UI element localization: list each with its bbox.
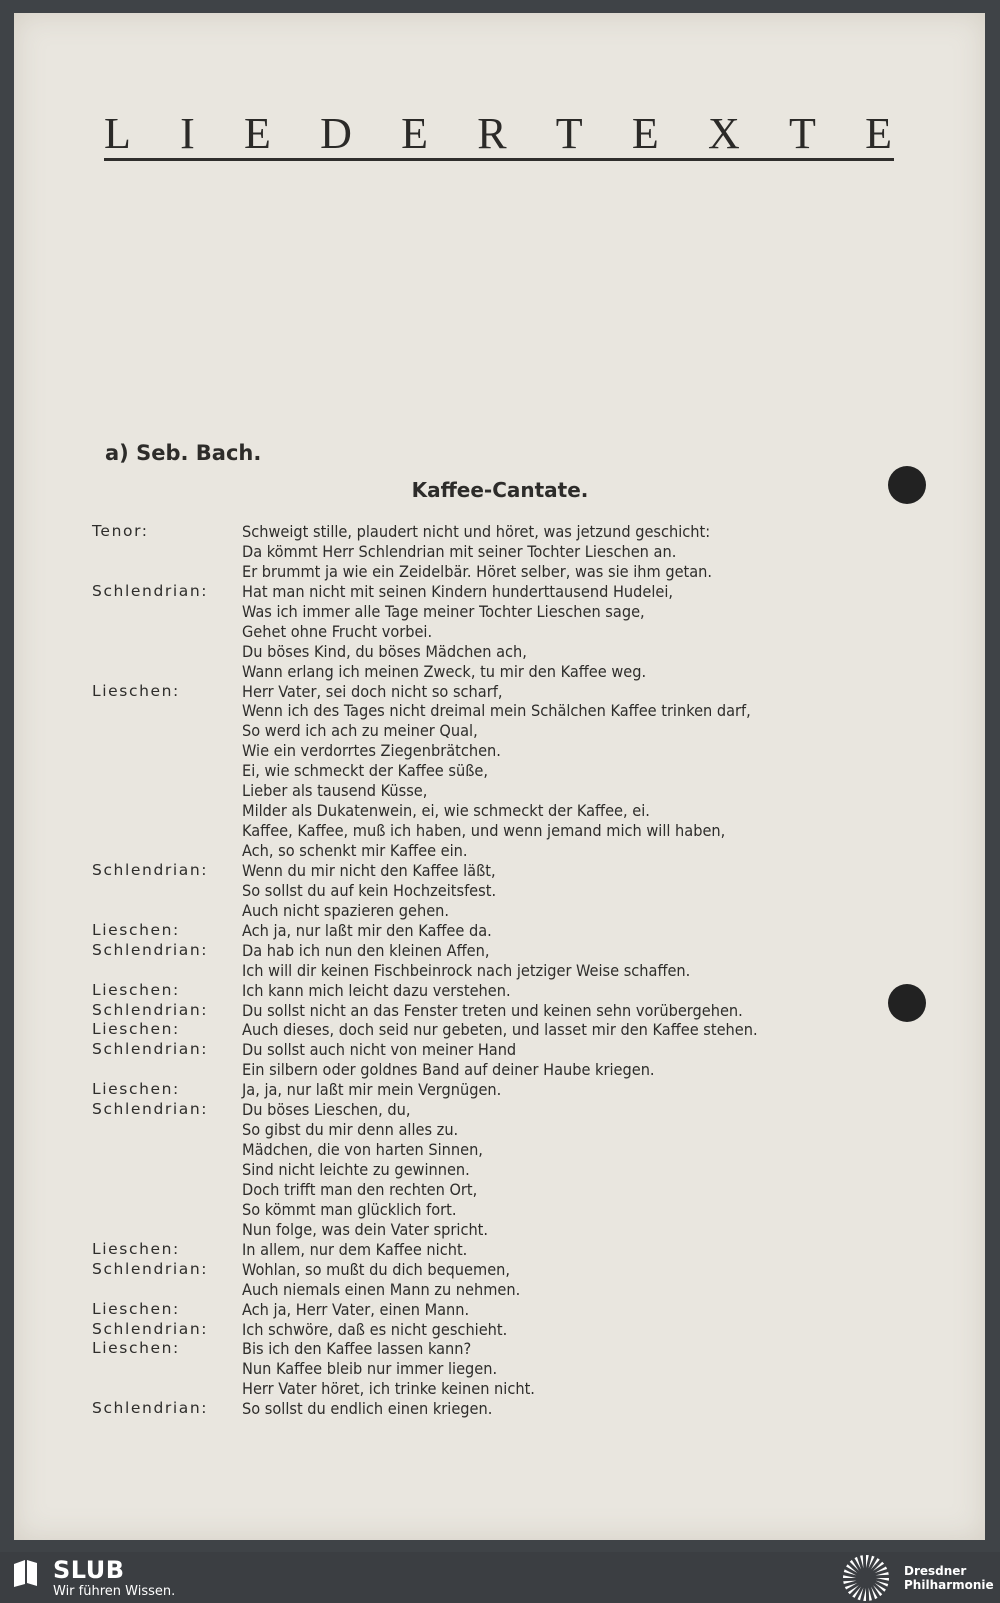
speaker-label: Schlendrian: (92, 1040, 209, 1059)
lyric-line (92, 861, 892, 881)
lyric-line (92, 1140, 892, 1160)
speaker-label (92, 781, 242, 801)
speaker-label (92, 1359, 242, 1379)
lyric-line (92, 1320, 892, 1340)
lyric-line (92, 1220, 892, 1240)
speaker-label (92, 1379, 242, 1399)
lyric-text: Ich kann mich leicht dazu verstehen. (242, 980, 511, 1000)
lyric-line (92, 961, 892, 981)
speaker-label (92, 801, 242, 821)
lyric-text: Schweigt stille, plaudert nicht und höret, was jetzund geschicht: (242, 522, 711, 541)
lyric-text: Wohlan, so mußt du dich bequemen, (242, 1259, 511, 1279)
speaker-label (92, 741, 242, 761)
speaker-label: Lieschen: (92, 920, 180, 939)
lyric-line (92, 522, 892, 542)
lyric-line (92, 801, 892, 821)
lyric-line (92, 1200, 892, 1220)
speaker-label (92, 542, 242, 562)
speaker-label: Schlendrian: (92, 1319, 209, 1338)
lyric-line (92, 562, 892, 582)
speaker-label (92, 662, 242, 682)
lyric-line (92, 622, 892, 642)
speaker-label: Schlendrian: (92, 1259, 209, 1278)
lyric-text: Doch trifft man den rechten Ort, (242, 1179, 478, 1199)
lyric-line (92, 921, 892, 941)
lyric-line (92, 1160, 892, 1180)
lyric-text: Lieber als tausend Küsse, (242, 781, 428, 801)
speaker-label (92, 881, 242, 901)
lyric-line (92, 1001, 892, 1021)
lyric-line (92, 821, 892, 841)
lyric-text: Wie ein verdorrtes Ziegenbrätchen. (242, 741, 501, 761)
lyric-line (92, 1120, 892, 1140)
lyric-line (92, 642, 892, 662)
speaker-label: Schlendrian: (92, 1000, 209, 1019)
lyric-line (92, 761, 892, 781)
lyric-line (92, 1240, 892, 1260)
speaker-label (92, 1160, 242, 1180)
library-name[interactable]: SLUB (53, 1556, 125, 1584)
lyric-text: Hat man nicht mit seinen Kindern hunderttausend Hudelei, (242, 581, 674, 601)
lyric-text: Wenn ich des Tages nicht dreimal mein Schälchen Kaffee trinken darf, (242, 701, 751, 721)
lyric-text: So sollst du endlich einen kriegen. (242, 1399, 493, 1419)
speaker-label: Lieschen: (92, 1080, 180, 1099)
lyric-line (92, 841, 892, 861)
speaker-label: Schlendrian: (92, 1100, 209, 1119)
lyric-text: So sollst du auf kein Hochzeitsfest. (242, 880, 497, 900)
lyric-text: Du böses Lieschen, du, (242, 1100, 411, 1120)
lyric-text: In allem, nur dem Kaffee nicht. (242, 1239, 468, 1259)
footer-bar (0, 1552, 1000, 1603)
lyric-text: Ach ja, nur laßt mir den Kaffee da. (242, 920, 492, 940)
lyric-text: Ach, so schenkt mir Kaffee ein. (242, 841, 468, 860)
lyric-text: Du sollst nicht an das Fenster treten und keinen sehn vorübergehen. (242, 1000, 743, 1020)
speaker-label (92, 1060, 242, 1080)
speaker-label (92, 602, 242, 622)
speaker-label (92, 961, 242, 981)
title-letter: E (631, 109, 659, 158)
speaker-label (92, 622, 242, 642)
lyric-line (92, 741, 892, 761)
lyric-line (92, 881, 892, 901)
lyric-line (92, 1399, 892, 1419)
punch-hole (888, 984, 926, 1022)
lyric-line (92, 542, 892, 562)
speaker-label (92, 1120, 242, 1140)
speaker-label: Lieschen: (92, 1299, 180, 1318)
lyric-text: Er brummt ja wie ein Zeidelbär. Höret selber, was sie ihm getan. (242, 561, 713, 581)
title-letter: L (104, 109, 131, 158)
lyric-text: Nun Kaffee bleib nur immer liegen. (242, 1359, 498, 1379)
title-letter: T (789, 109, 816, 158)
title-letter: E (401, 109, 428, 158)
partner-name-line1: Dresdner (904, 1564, 967, 1578)
lyric-line (92, 682, 892, 702)
lyric-line (92, 1379, 892, 1399)
speaker-label: Schlendrian: (92, 581, 209, 600)
title-letter: E (865, 109, 892, 158)
library-tagline: Wir führen Wissen. (53, 1584, 176, 1599)
lyric-text: Ich schwöre, daß es nicht geschieht. (242, 1319, 508, 1339)
speaker-label: Lieschen: (92, 1239, 180, 1258)
book-icon (12, 1558, 39, 1588)
speaker-label (92, 1220, 242, 1240)
lyric-text: Herr Vater höret, ich trinke keinen nicht. (242, 1379, 535, 1399)
lyric-text: Auch nicht spazieren gehen. (242, 900, 450, 920)
lyric-text: Da kömmt Herr Schlendrian mit seiner Tochter Lieschen an. (242, 541, 677, 561)
speaker-label: Schlendrian: (92, 860, 209, 879)
speaker-label (92, 562, 242, 582)
lyric-text: Ja, ja, nur laßt mir mein Vergnügen. (242, 1080, 502, 1100)
lyric-line (92, 1300, 892, 1320)
title-letter: D (320, 109, 352, 158)
speaker-label (92, 1140, 242, 1160)
title-letter: R (477, 109, 507, 158)
lyric-line (92, 1080, 892, 1100)
section-heading: a) Seb. Bach. (105, 441, 262, 465)
lyric-line (92, 1280, 892, 1300)
lyric-line (92, 721, 892, 741)
speaker-label (92, 761, 242, 781)
lyric-line (92, 1260, 892, 1280)
speaker-label (92, 821, 242, 841)
lyric-line (92, 1180, 892, 1200)
lyric-text: Ein silbern oder goldnes Band auf deiner Haube kriegen. (242, 1060, 655, 1080)
lyric-text: Bis ich den Kaffee lassen kann? (242, 1339, 472, 1359)
lyric-line (92, 1020, 892, 1040)
lyric-line (92, 781, 892, 801)
lyric-line (92, 602, 892, 622)
lyric-text: Herr Vater, sei doch nicht so scharf, (242, 681, 503, 701)
title-letter: I (180, 109, 195, 158)
lyric-line (92, 662, 892, 682)
speaker-label (92, 841, 242, 861)
lyric-line (92, 701, 892, 721)
lyric-text: Ei, wie schmeckt der Kaffee süße, (242, 761, 488, 781)
speaker-label (92, 701, 242, 721)
lyric-text: Wenn du mir nicht den Kaffee läßt, (242, 860, 496, 880)
speaker-label: Lieschen: (92, 681, 180, 700)
lyrics-text (92, 522, 892, 1419)
title-letter: X (708, 109, 740, 158)
lyric-line (92, 941, 892, 961)
speaker-label: Lieschen: (92, 1339, 180, 1358)
lyric-text: Mädchen, die von harten Sinnen, (242, 1140, 483, 1160)
speaker-label (92, 642, 242, 662)
lyric-text: Wann erlang ich meinen Zweck, tu mir den Kaffee weg. (242, 661, 647, 681)
lyric-text: So kömmt man glücklich fort. (242, 1199, 457, 1219)
title-letter: T (555, 109, 583, 158)
lyric-text: Du böses Kind, du böses Mädchen ach, (242, 641, 527, 661)
partner-name[interactable] (904, 1564, 994, 1592)
partner-name-line2: Philharmonie (904, 1578, 994, 1592)
lyric-text: Nun folge, was dein Vater spricht. (242, 1219, 489, 1239)
speaker-label (92, 1200, 242, 1220)
title-underline (104, 158, 894, 161)
lyric-text: Ich will dir keinen Fischbeinrock nach jetziger Weise schaffen. (242, 960, 691, 980)
speaker-label (92, 1280, 242, 1300)
sunburst-logo-icon (842, 1554, 890, 1602)
lyric-line (92, 1040, 892, 1060)
lyric-line (92, 901, 892, 921)
lyric-line (92, 582, 892, 602)
lyric-text: Milder als Dukatenwein, ei, wie schmeckt der Kaffee, ei. (242, 801, 650, 821)
speaker-label: Lieschen: (92, 1020, 180, 1039)
speaker-label: Schlendrian: (92, 1399, 209, 1418)
lyric-line (92, 1359, 892, 1379)
lyric-line (92, 981, 892, 1001)
speaker-label: Schlendrian: (92, 940, 209, 959)
title-letter: E (243, 109, 271, 158)
lyric-text: Auch niemals einen Mann zu nehmen. (242, 1279, 521, 1299)
speaker-label: Lieschen: (92, 980, 180, 999)
lyric-text: Ach ja, Herr Vater, einen Mann. (242, 1299, 470, 1319)
page-title (104, 109, 892, 159)
lyric-text: So gibst du mir denn alles zu. (242, 1120, 459, 1140)
lyric-text: Was ich immer alle Tage meiner Tochter Lieschen sage, (242, 601, 645, 621)
speaker-label (92, 1180, 242, 1200)
speaker-label (92, 721, 242, 741)
lyric-text: Da hab ich nun den kleinen Affen, (242, 940, 490, 960)
lyric-line (92, 1060, 892, 1080)
lyric-text: Kaffee, Kaffee, muß ich haben, und wenn jemand mich will haben, (242, 821, 726, 841)
speaker-label (92, 901, 242, 921)
lyric-text: Du sollst auch nicht von meiner Hand (242, 1040, 517, 1060)
lyric-line (92, 1100, 892, 1120)
lyric-line (92, 1339, 892, 1359)
lyric-text: Sind nicht leichte zu gewinnen. (242, 1160, 470, 1179)
lyric-text: Auch dieses, doch seid nur gebeten, und lasset mir den Kaffee stehen. (242, 1020, 758, 1040)
speaker-label: Tenor: (92, 522, 149, 540)
lyric-text: So werd ich ach zu meiner Qual, (242, 721, 478, 741)
lyric-text: Gehet ohne Frucht vorbei. (242, 621, 433, 641)
cantata-title: Kaffee-Cantate. (411, 478, 589, 502)
